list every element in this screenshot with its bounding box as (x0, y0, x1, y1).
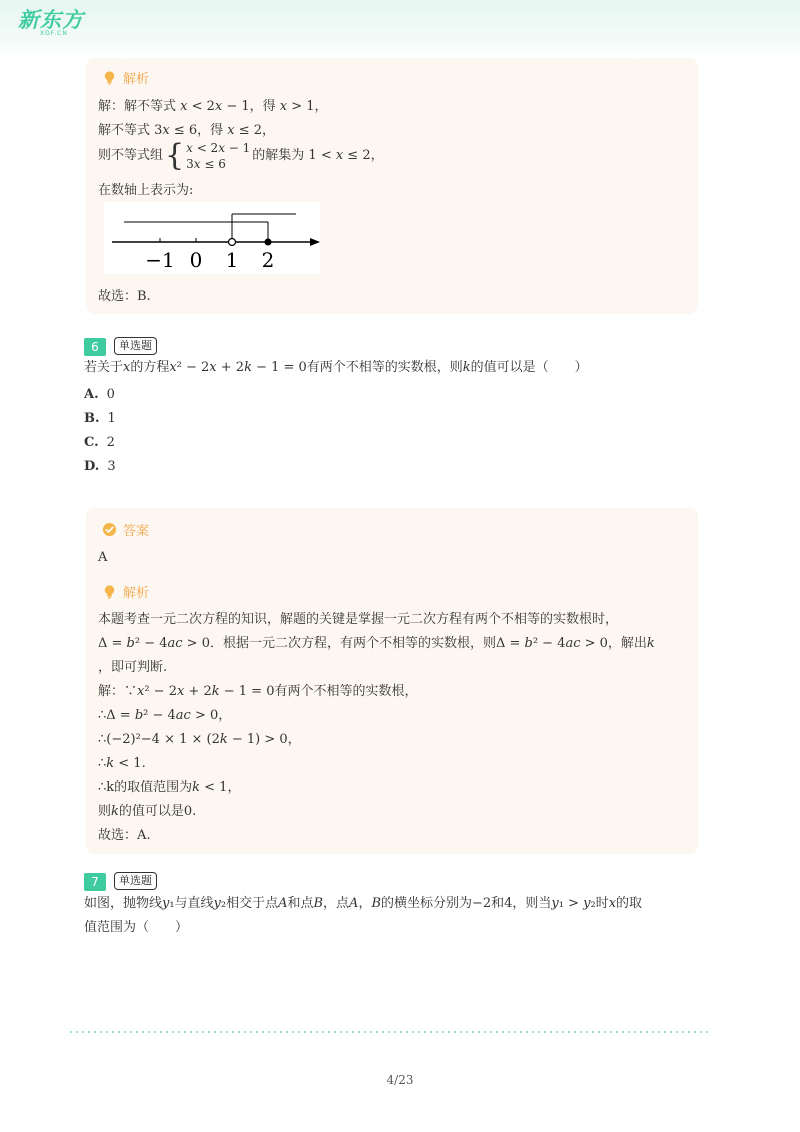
question-number-badge: 6 (84, 338, 106, 356)
q5-line-3 (98, 140, 384, 172)
q6-analysis-line-3: ，即可判断. (98, 660, 168, 675)
q6-analysis-line-8: ∴k的取值范围为𝑘 < 1， (98, 780, 241, 795)
option-letter: A. (84, 387, 99, 402)
axis-arrow (310, 238, 320, 246)
q6-analysis-line-1: 本题考查一元二次方程的知识，解题的关键是掌握一元二次方程有两个不相等的实数根时， (98, 612, 619, 627)
tick-label-neg1: −1 (145, 248, 175, 272)
number-line-svg (104, 202, 320, 274)
q7-stem-line-2: 值范围为（ ） (84, 920, 189, 935)
question-number-badge: 7 (84, 873, 106, 891)
q5-line-1: 解：解不等式 𝑥 < 2𝑥 − 1，得 𝑥 > 1， (98, 99, 328, 114)
check-circle-icon (102, 522, 117, 537)
question-type-tag: 单选题 (114, 337, 157, 355)
logo (18, 8, 84, 37)
q6-answer-label (102, 520, 149, 539)
q7-stem-line-1: 如图，抛物线𝑦₁与直线𝑦₂相交于点𝐴和点𝐵，点𝐴，𝐵的横坐标分别为−2和4，则当𝑦₁ > 𝑦₂时𝑥的取 (84, 896, 643, 911)
option-text: 2 (106, 435, 115, 450)
option-letter: D. (84, 459, 100, 474)
option-text: 0 (106, 387, 115, 402)
question-type-tag: 单选题 (114, 872, 157, 890)
option-letter: C. (84, 435, 99, 450)
q5-solution-set: 的解集为 1 < 𝑥 ≤ 2， (252, 148, 384, 163)
system-row-1: 𝑥 < 2𝑥 − 1 (186, 141, 251, 155)
filled-dot (265, 239, 272, 246)
inequality-system (186, 140, 250, 172)
option-letter: B. (84, 411, 100, 426)
option-c[interactable] (84, 434, 115, 452)
left-brace: { (165, 138, 185, 173)
q6-analysis-line-6: ∴(−2)²−4 × 1 × (2𝑘 − 1) > 0， (98, 732, 301, 747)
q5-system-intro: 则不等式组 (98, 148, 164, 163)
q6-analysis-line-9: 则𝑘的值可以是0. (98, 804, 197, 819)
page-number: 4/23 (386, 1073, 414, 1087)
open-dot (229, 239, 236, 246)
option-a[interactable] (84, 386, 115, 404)
q6-analysis-line-10: 故选：A. (98, 828, 151, 843)
lightbulb-icon (102, 70, 117, 85)
q6-analysis-line-2: Δ = 𝑏² − 4𝑎𝑐 > 0．根据一元二次方程，有两个不相等的实数根，则Δ = 𝑏² − 4𝑎𝑐 > 0，解出𝑘 (98, 636, 655, 651)
tick-label-2: 2 (261, 248, 275, 272)
option-d[interactable] (84, 458, 116, 476)
tick-label-1: 1 (225, 248, 239, 272)
tick-label-0: 0 (189, 248, 203, 272)
footer-divider (68, 1031, 708, 1033)
q6-analysis-label (102, 582, 149, 601)
q5-line-2: 解不等式 3𝑥 ≤ 6，得 𝑥 ≤ 2， (98, 123, 276, 138)
q6-analysis-line-7: ∴𝑘 < 1. (98, 756, 146, 771)
analysis-label-text: 解析 (123, 72, 150, 87)
q6-analysis-line-5: ∴Δ = 𝑏² − 4𝑎𝑐 > 0， (98, 708, 232, 723)
q5-choice: 故选：B. (98, 289, 151, 304)
logo-domain: XDF.CN (40, 30, 68, 37)
option-b[interactable] (84, 410, 116, 428)
logo-text: 新东方 (18, 8, 84, 32)
answer-label-text: 答案 (123, 524, 150, 539)
option-text: 1 (107, 411, 116, 426)
q5-analysis-label (102, 68, 149, 87)
q6-answer: A (98, 550, 108, 565)
lightbulb-icon (102, 584, 117, 599)
analysis-label-text: 解析 (123, 586, 150, 601)
q6-stem: 若关于𝑥的方程𝑥² − 2𝑥 + 2𝑘 − 1 = 0有两个不相等的实数根，则𝑘的值可以是（ ） (84, 360, 588, 375)
system-row-2: 3𝑥 ≤ 6 (186, 157, 226, 171)
option-text: 3 (107, 459, 116, 474)
number-line-figure (104, 202, 320, 274)
header-bar (0, 0, 800, 58)
q5-line-4: 在数轴上表示为: (98, 183, 194, 198)
q6-analysis-line-4: 解：∵𝑥² − 2𝑥 + 2𝑘 − 1 = 0有两个不相等的实数根， (98, 684, 418, 699)
